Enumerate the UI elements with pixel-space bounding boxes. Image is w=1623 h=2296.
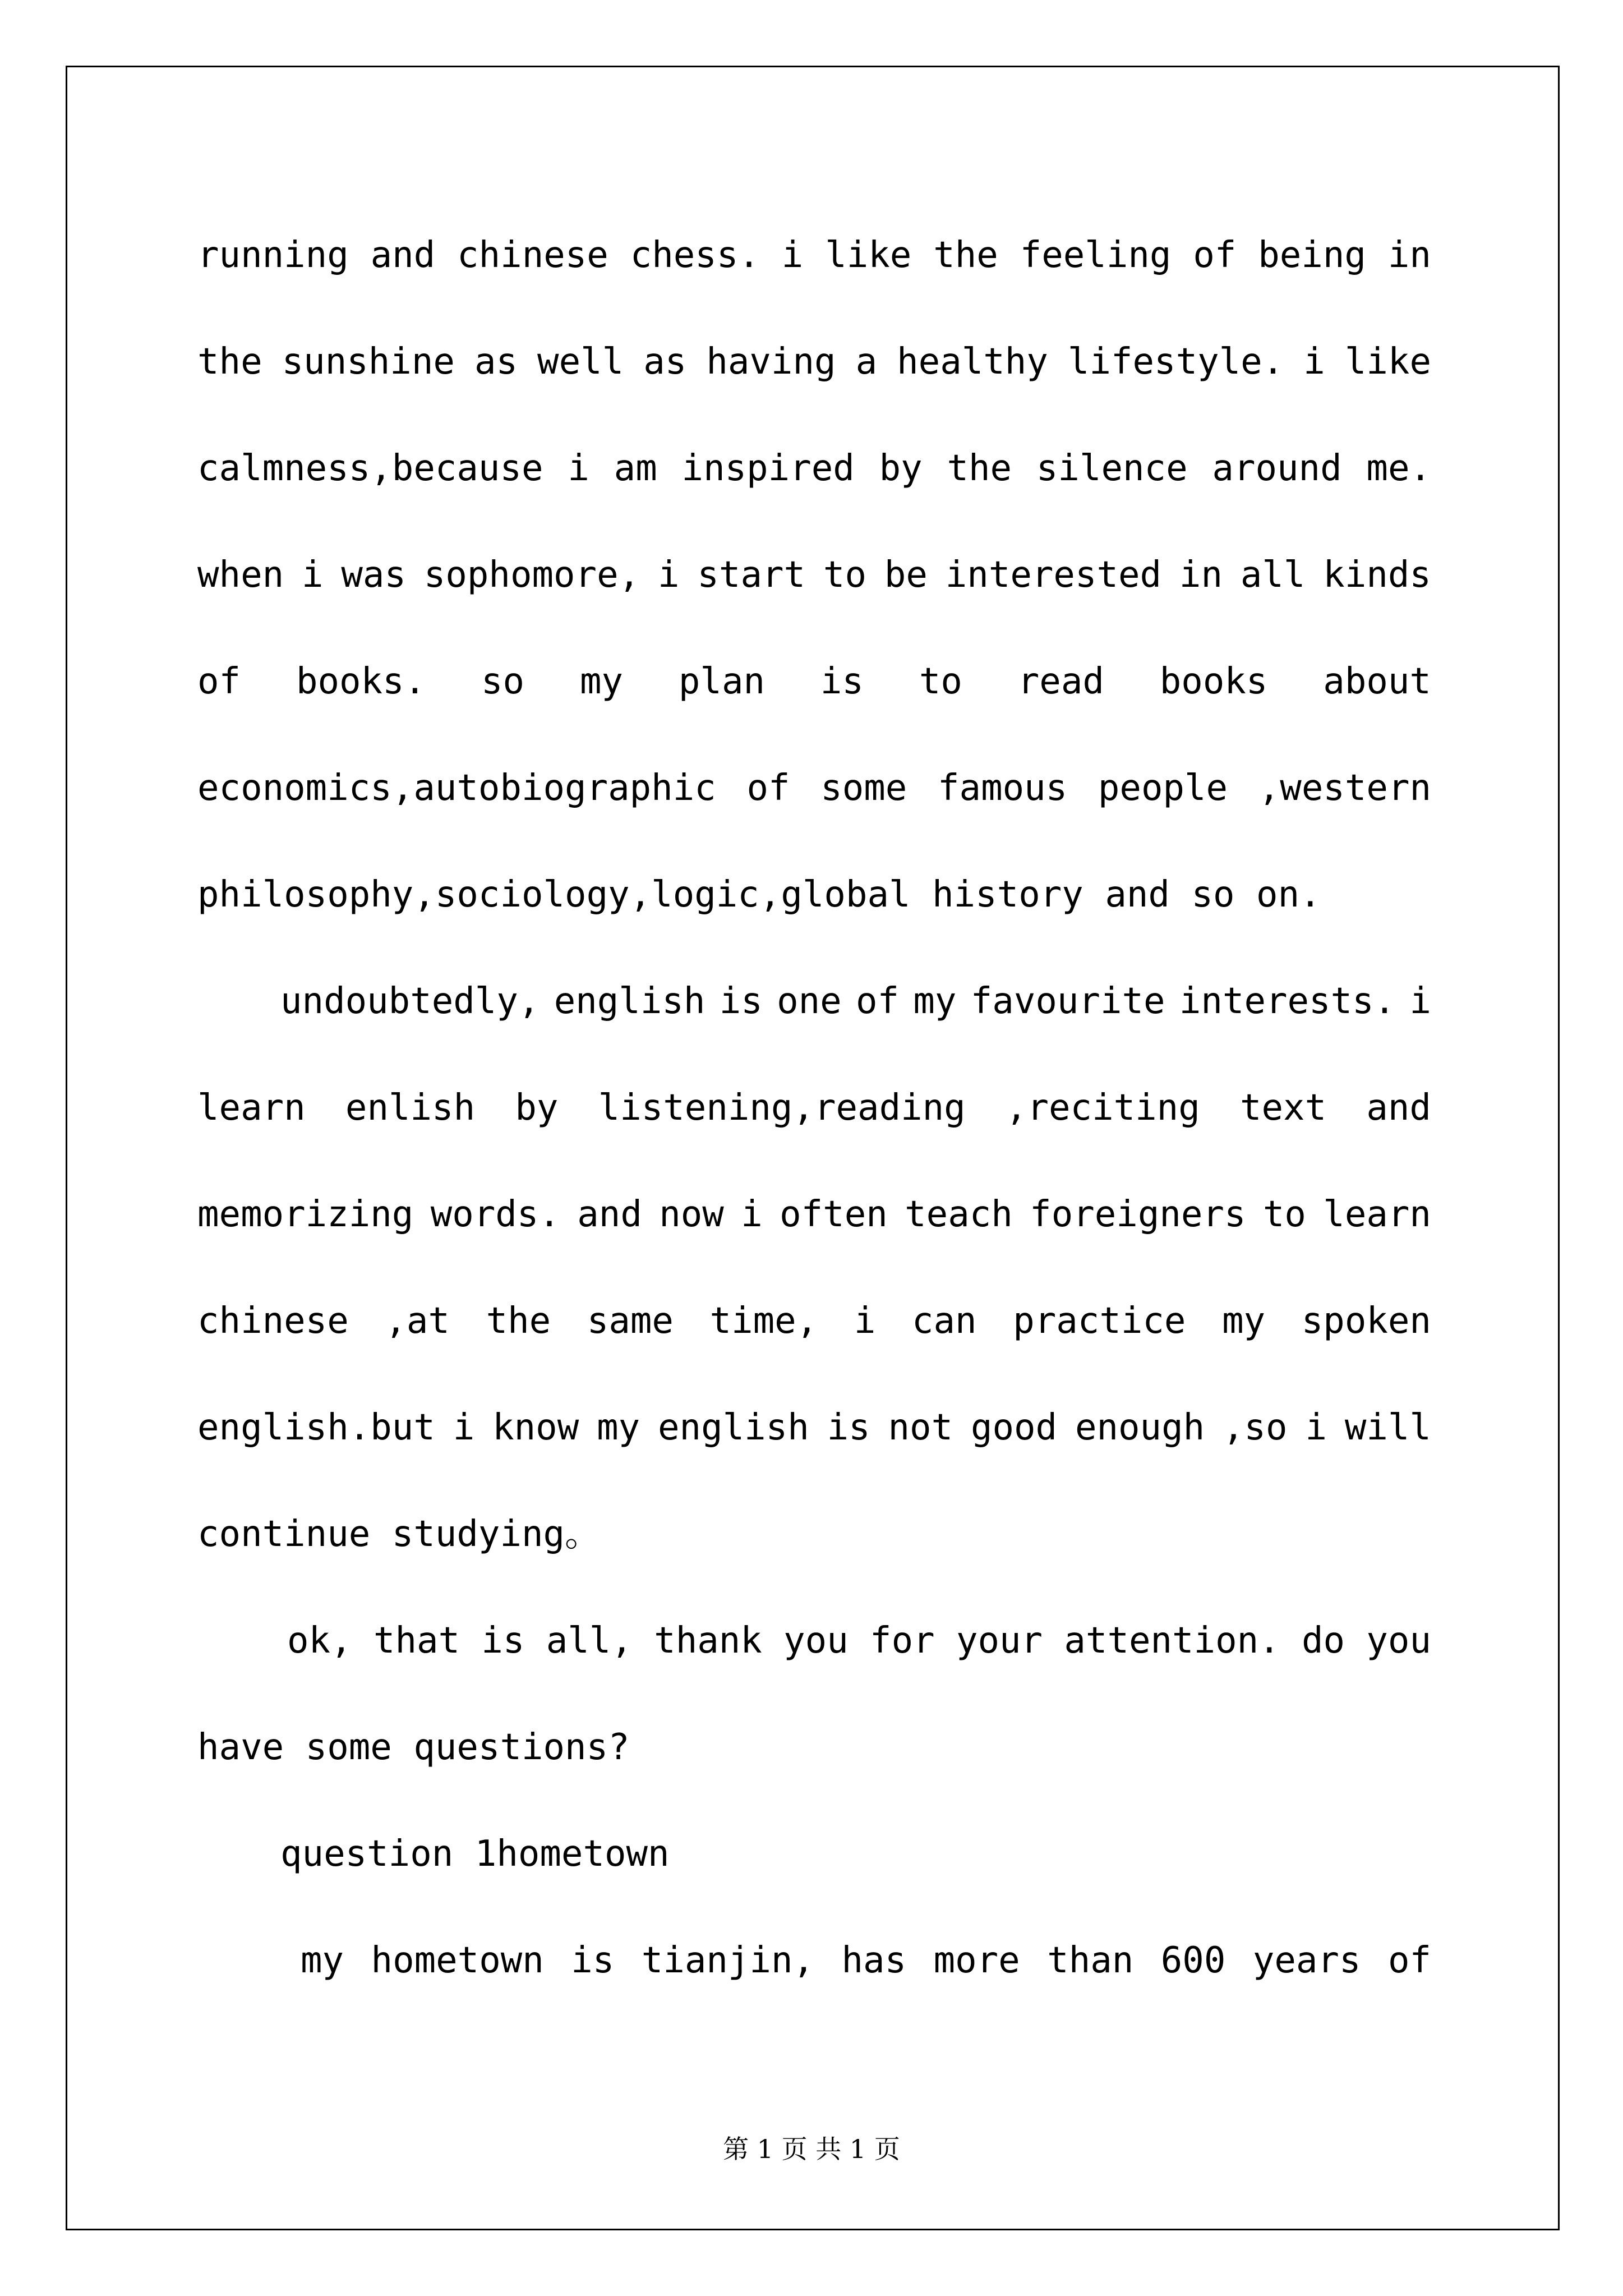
page-footer: 第 1 页 共 1 页: [723, 2134, 900, 2164]
word: am: [614, 448, 657, 489]
word: some: [820, 767, 907, 809]
word: well: [537, 341, 624, 383]
word: start: [697, 554, 806, 596]
word: more: [933, 1940, 1020, 1981]
word: of: [746, 767, 790, 809]
word: ,reciting: [1005, 1087, 1200, 1129]
word: the: [197, 341, 262, 383]
text-line: [197, 320, 1431, 426]
word: having: [706, 341, 836, 383]
word: enough: [1075, 1407, 1205, 1448]
word: english: [658, 1407, 809, 1448]
word: good: [970, 1407, 1058, 1448]
word: be: [884, 554, 928, 596]
text-line: [197, 959, 1431, 1066]
word: of: [1387, 1940, 1431, 1981]
text-line: have some questions?: [197, 1727, 630, 1768]
word: that: [373, 1620, 460, 1662]
word: as: [474, 341, 518, 383]
word: interests.: [1179, 981, 1396, 1022]
word: you: [783, 1620, 849, 1662]
word: listening,reading: [598, 1087, 966, 1129]
word: ,so: [1222, 1407, 1288, 1448]
word: has: [841, 1940, 907, 1981]
word: can: [911, 1300, 977, 1342]
word: in: [1387, 234, 1431, 276]
word: the: [486, 1300, 551, 1342]
word: than: [1047, 1940, 1134, 1981]
word: you: [1366, 1620, 1431, 1662]
word: english.but: [197, 1407, 435, 1448]
word: books: [1159, 661, 1268, 702]
word: around: [1212, 448, 1342, 489]
word: kinds: [1323, 554, 1431, 596]
word: was: [341, 554, 406, 596]
word: as: [643, 341, 687, 383]
word: like: [825, 234, 912, 276]
word: ,at: [385, 1300, 450, 1342]
document-body: [197, 213, 1431, 2025]
word: the: [933, 234, 998, 276]
word: my: [301, 1940, 344, 1981]
text-line: [197, 1066, 1431, 1172]
word: people: [1098, 767, 1228, 809]
word: like: [1344, 341, 1431, 383]
word: read: [1017, 661, 1104, 702]
word: feeling: [1020, 234, 1172, 276]
word: undoubtedly,: [280, 981, 540, 1022]
word: being: [1258, 234, 1366, 276]
word: interested: [945, 554, 1162, 596]
word: attention.: [1064, 1620, 1280, 1662]
word: all: [1240, 554, 1306, 596]
word: to: [919, 661, 962, 702]
word: lifestyle.: [1067, 341, 1284, 383]
word: is: [481, 1620, 525, 1662]
word: now: [659, 1194, 724, 1235]
text-line: [197, 1172, 1431, 1279]
word: the: [947, 448, 1012, 489]
word: all,: [546, 1620, 633, 1662]
word: by: [879, 448, 923, 489]
word: chess.: [630, 234, 760, 276]
text-line: [197, 639, 1431, 746]
word: economics,autobiographic: [197, 767, 716, 809]
word: your: [956, 1620, 1043, 1662]
text-line: philosophy,sociology,logic,global history and so on.: [197, 874, 1321, 915]
word: 600: [1160, 1940, 1226, 1981]
word: not: [888, 1407, 953, 1448]
text-line: [197, 1918, 1431, 2025]
word: healthy: [897, 341, 1048, 383]
word: learn: [1323, 1194, 1431, 1235]
word: spoken: [1301, 1300, 1431, 1342]
word: memorizing: [197, 1194, 414, 1235]
word: years: [1252, 1940, 1361, 1981]
text-line: [197, 746, 1431, 853]
word: will: [1344, 1407, 1431, 1448]
word: to: [1262, 1194, 1306, 1235]
word: sophomore,: [423, 554, 640, 596]
word: tianjin,: [641, 1940, 815, 1981]
text-line: [197, 1599, 1431, 1705]
word: of: [1193, 234, 1237, 276]
word: is: [719, 981, 763, 1022]
word: and: [1366, 1087, 1431, 1129]
word: of: [856, 981, 900, 1022]
word: a: [855, 341, 878, 383]
word: when: [197, 554, 284, 596]
word: famous: [938, 767, 1068, 809]
word: ok,: [287, 1620, 352, 1662]
word: about: [1323, 661, 1431, 702]
word: inspired: [681, 448, 855, 489]
word: is: [571, 1940, 615, 1981]
word: so: [481, 661, 525, 702]
text-line: [197, 213, 1431, 320]
word: sunshine: [282, 341, 455, 383]
word: enlish: [345, 1087, 476, 1129]
word: is: [820, 661, 864, 702]
text-line: continue studying。: [197, 1513, 601, 1555]
word: i: [1305, 1407, 1327, 1448]
word: favourite: [970, 981, 1165, 1022]
word: i: [301, 554, 324, 596]
word: i: [741, 1194, 763, 1235]
word: my: [597, 1407, 640, 1448]
word: silence: [1036, 448, 1188, 489]
text-line: [197, 533, 1431, 639]
word: english: [554, 981, 706, 1022]
word: chinese: [197, 1300, 349, 1342]
word: books.: [296, 661, 426, 702]
word: thank: [654, 1620, 762, 1662]
word: know: [492, 1407, 579, 1448]
word: by: [515, 1087, 559, 1129]
word: chinese: [457, 234, 608, 276]
word: foreigners: [1030, 1194, 1246, 1235]
word: is: [827, 1407, 870, 1448]
word: hometown: [371, 1940, 544, 1981]
word: text: [1239, 1087, 1327, 1129]
text-line: question 1hometown: [280, 1833, 670, 1875]
word: often: [780, 1194, 888, 1235]
word: i: [568, 448, 589, 489]
word: plan: [678, 661, 765, 702]
text-line: [197, 1386, 1431, 1492]
word: words.: [430, 1194, 560, 1235]
word: and: [577, 1194, 642, 1235]
text-line: [197, 426, 1431, 533]
word: i: [1409, 981, 1431, 1022]
text-line: [197, 1279, 1431, 1386]
word: calmness,because: [197, 448, 543, 489]
word: same: [587, 1300, 674, 1342]
word: teach: [905, 1194, 1013, 1235]
word: one: [777, 981, 842, 1022]
word: time,: [709, 1300, 818, 1342]
word: my: [579, 661, 623, 702]
word: to: [823, 554, 866, 596]
word: for: [870, 1620, 935, 1662]
word: learn: [197, 1087, 306, 1129]
word: i: [854, 1300, 876, 1342]
word: i: [658, 554, 680, 596]
word: of: [197, 661, 241, 702]
word: i: [781, 234, 804, 276]
word: i: [453, 1407, 475, 1448]
word: ,western: [1258, 767, 1431, 809]
word: me.: [1366, 448, 1431, 489]
word: and: [370, 234, 436, 276]
word: in: [1179, 554, 1223, 596]
word: i: [1303, 341, 1325, 383]
word: running: [197, 234, 349, 276]
word: practice: [1013, 1300, 1186, 1342]
word: my: [1222, 1300, 1266, 1342]
word: my: [913, 981, 957, 1022]
word: do: [1302, 1620, 1345, 1662]
